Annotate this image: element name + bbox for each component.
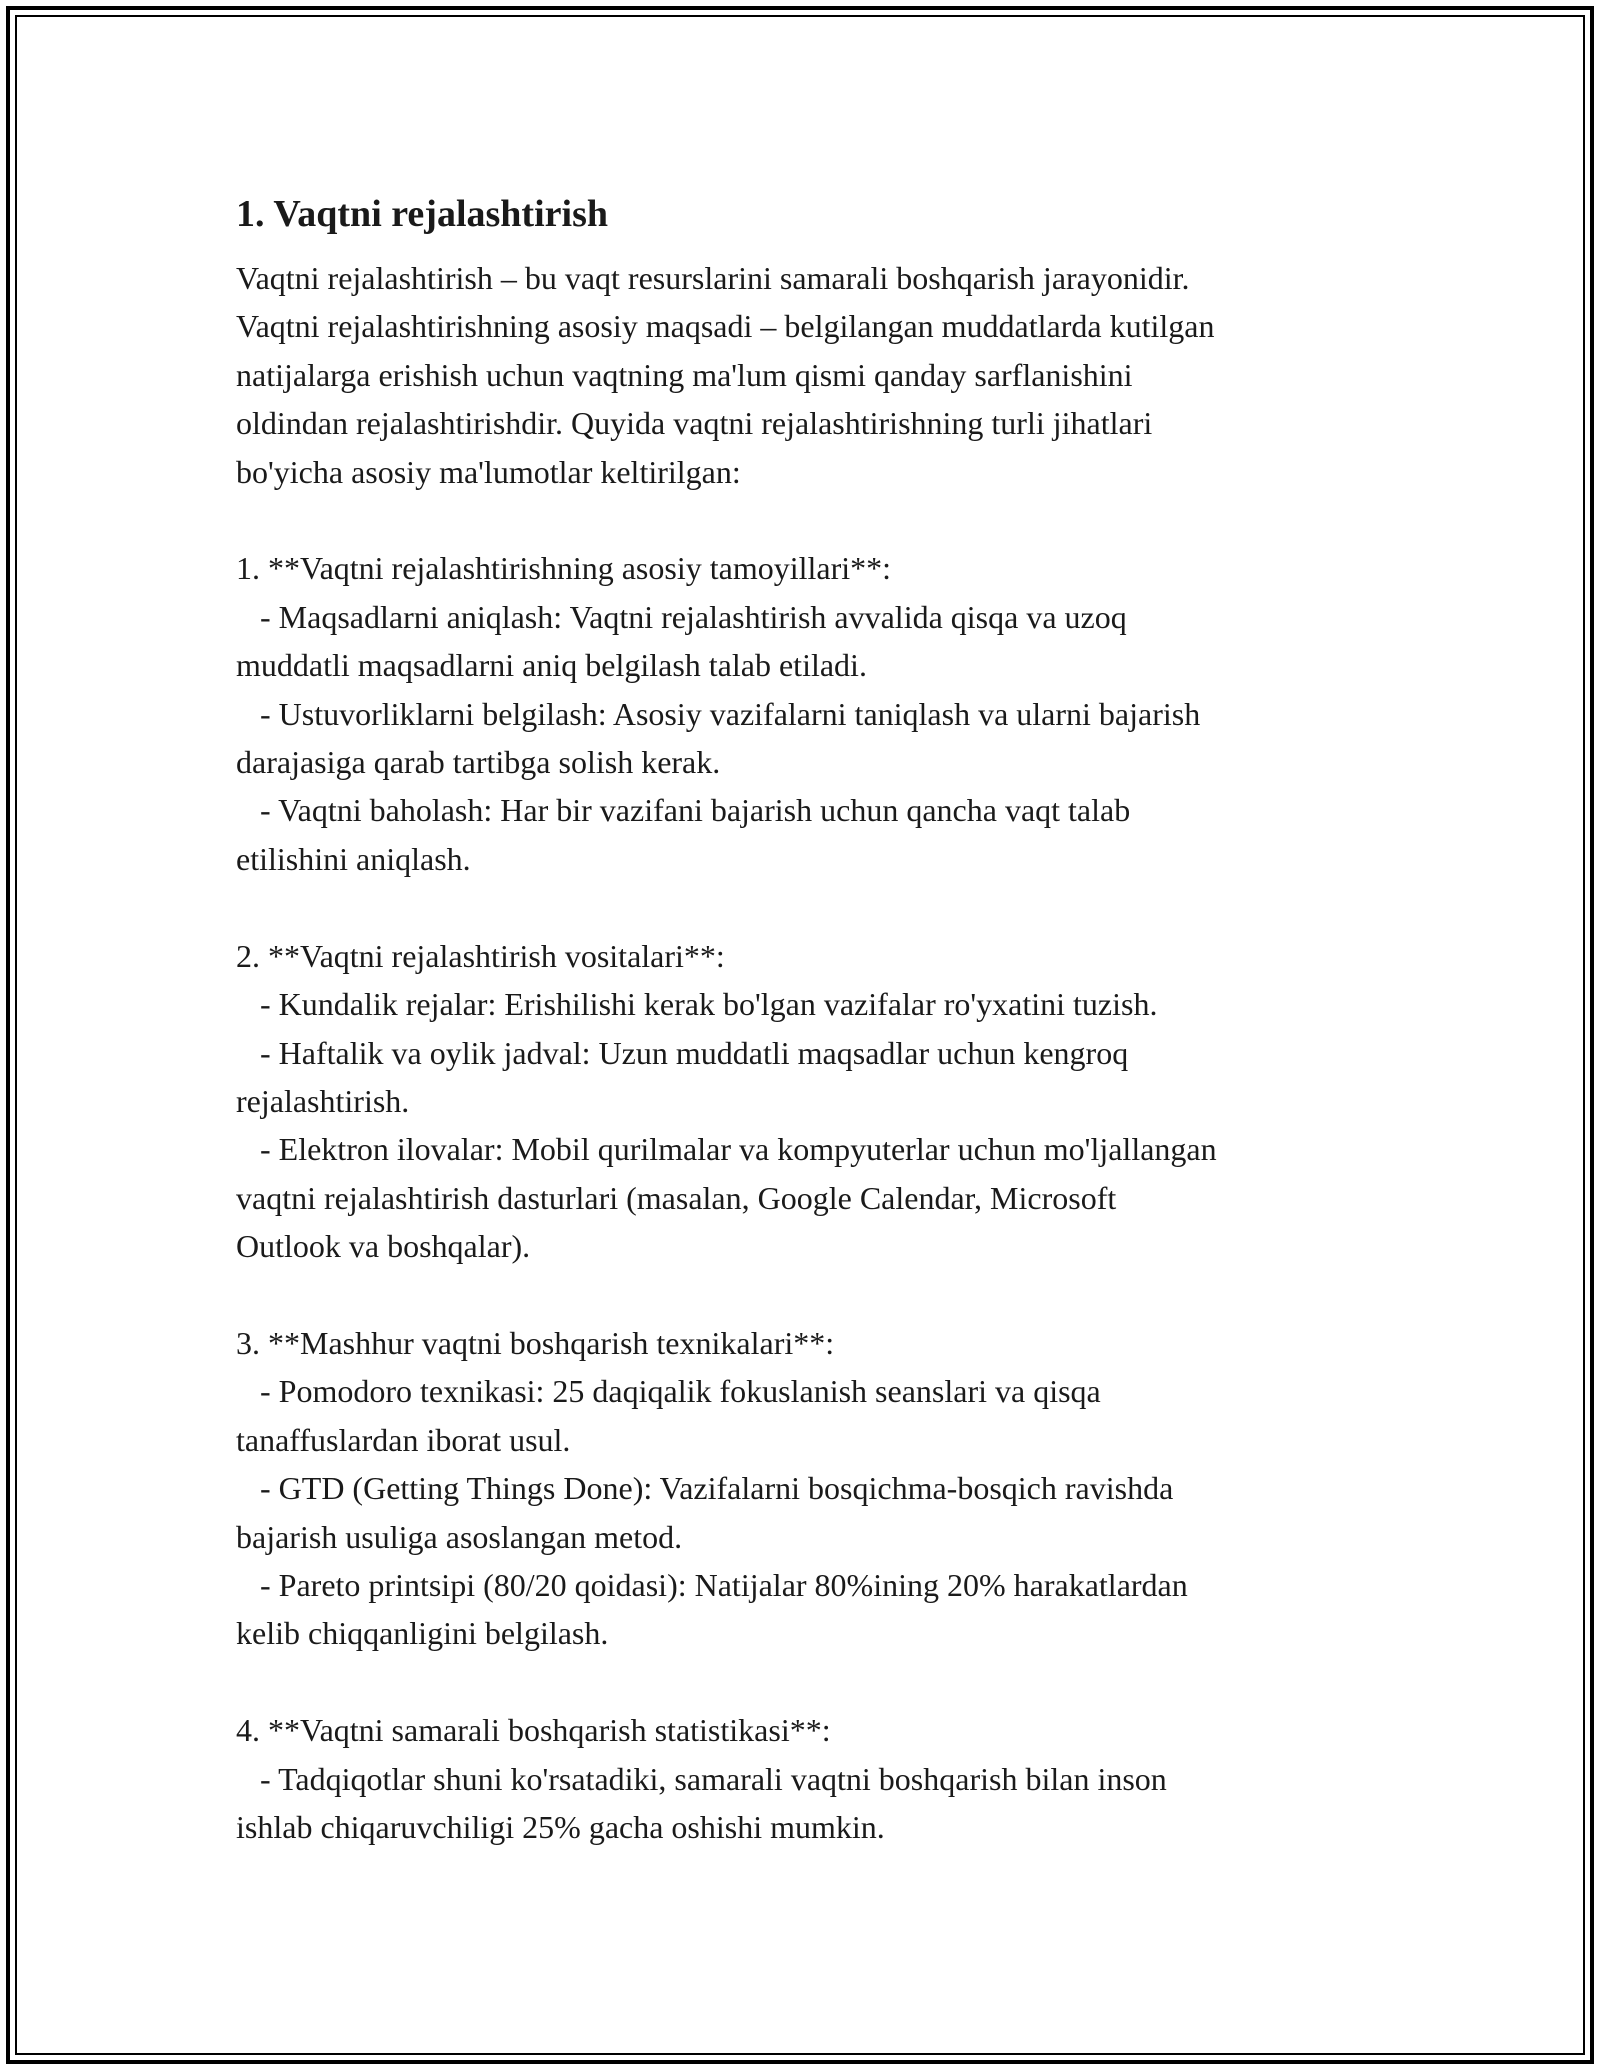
blank-line — [236, 883, 1376, 931]
section-principles: 1. **Vaqtni rejalashtirishning asosiy tamoyillari**: - Maqsadlarni aniqlash: Vaqtni rejalashtirish avvalida qisqa va uzoq muddatli maqsadlarni aniq belgilash talab etiladi. - Ustuvorliklarni belgilash: Asosiy vazifalarni taniqlash va ularni bajarish darajasiga qarab tartibga solish kerak. - Vaqtni baholash: Har bir vazifani bajarish uchun qancha vaqt talab etilishini aniqlash. — [236, 550, 1201, 877]
blank-line — [236, 496, 1376, 544]
blank-line — [236, 1271, 1376, 1319]
intro-paragraph: Vaqtni rejalashtirish – bu vaqt resurslarini samarali boshqarish jarayonidir. Vaqtni rejalashtirishning asosiy maqsadi – belgilangan muddatlarda kutilgan natijalarga erishish uchun vaqtning ma'lum qismi qanday sarflanishini oldindan rejalashtirishdir. Quyida vaqtni rejalashtirishning turli jihatlari bo'yicha asosiy ma'lumotlar keltirilgan: — [236, 260, 1215, 490]
document-content — [236, 186, 1376, 1851]
section-statistics: 4. **Vaqtni samarali boshqarish statistikasi**: - Tadqiqotlar shuni ko'rsatadiki, samarali vaqtni boshqarish bilan inson ishlab chiqaruvchiligi 25% gacha oshishi mumkin. — [236, 1712, 1167, 1845]
blank-line — [236, 1658, 1376, 1706]
section-techniques: 3. **Mashhur vaqtni boshqarish texnikalari**: - Pomodoro texnikasi: 25 daqiqalik fokuslanish seanslari va qisqa tanaffuslardan iborat usul. - GTD (Getting Things Done): Vazifalarni bosqichma-bosqich ravishda bajarish usuliga asoslangan metod. - Pareto printsipi (80/20 qoidasi): Natijalar 80%ining 20% harakatlardan kelib chiqqanligini belgilash. — [236, 1324, 1188, 1652]
document-title: 1. Vaqtni rejalashtirish — [236, 193, 608, 235]
section-tools: 2. **Vaqtni rejalashtirish vositalari**: - Kundalik rejalar: Erishilishi kerak bo'lgan vazifalar ro'yxatini tuzish. - Haftalik va oylik jadval: Uzun muddatli maqsadlar uchun kengroq rejalashtirish. - Elektron ilovalar: Mobil qurilmalar va kompyuterlar uchun mo'ljallangan vaqtni rejalashtirish dasturlari (masalan, Google Calendar, Microsoft Outlook va boshqalar). — [236, 937, 1217, 1265]
